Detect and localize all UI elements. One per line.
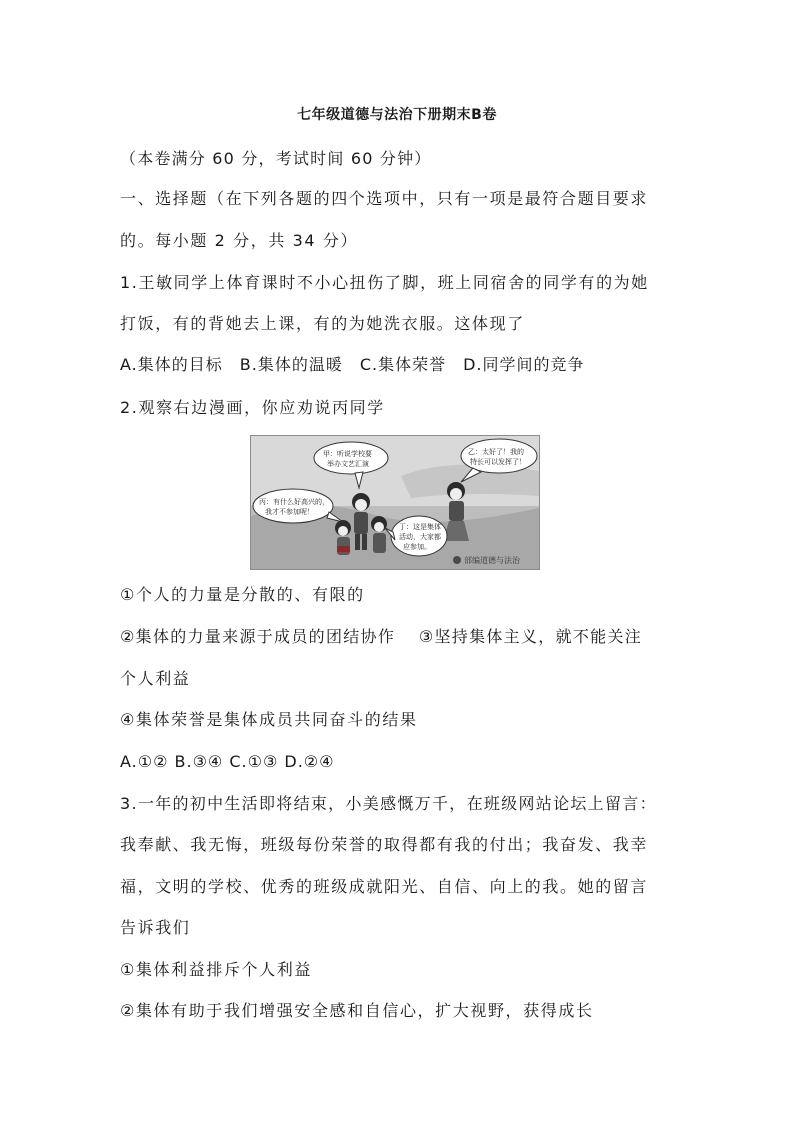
section-heading-line2: 的。每小题 2 分，共 34 分）	[120, 231, 359, 250]
q3-stem-line4: 告诉我们	[120, 918, 191, 937]
exam-intro: （本卷满分 60 分，考试时间 60 分钟）	[120, 149, 432, 168]
bubble-bing-line2: 我才不参加呢！	[265, 508, 314, 516]
watermark-text: 部编道德与法治	[464, 556, 520, 565]
bubble-ding-line3: 应参加。	[403, 543, 431, 551]
bubble-ding-line1: 丁：这是集体	[399, 523, 441, 531]
q3-stem-line2: 我奉献、我无悔，班级每份荣誉的取得都有我的付出；我奋发、我幸	[120, 835, 649, 854]
watermark	[453, 555, 521, 565]
bubble-yi-line2: 特长可以发挥了！	[470, 458, 526, 466]
q1-stem-line1: 1.王敏同学上体育课时不小心扭伤了脚，班上同宿舍的同学有的为她	[120, 273, 649, 292]
bubble-jia-line1: 甲：听说学校要	[323, 450, 372, 458]
page-title: 七年级道德与法治下册期末B卷	[297, 107, 497, 123]
q2-options: A.①② B.③④ C.①③ D.②④	[120, 752, 335, 771]
q2-item-3-continued: 个人利益	[120, 669, 191, 688]
q3-stem-line3: 福，文明的学校、优秀的班级成就阳光、自信、向上的我。她的留言	[120, 877, 649, 896]
q3-stem-line1: 3.一年的初中生活即将结束，小美感慨万千，在班级网站论坛上留言：	[120, 794, 657, 813]
q2-stem: 2.观察右边漫画，你应劝说丙同学	[120, 398, 385, 417]
q3-item-2: ②集体有助于我们增强安全感和自信心，扩大视野，获得成长	[120, 1001, 594, 1020]
q2-item-1: ①个人的力量是分散的、有限的	[120, 585, 365, 604]
comic-illustration	[250, 435, 540, 570]
q1-options: A.集体的目标 B.集体的温暖 C.集体荣誉 D.同学间的竞争	[120, 355, 585, 374]
bubble-yi-line1: 乙：太好了！我的	[468, 448, 524, 456]
section-heading-line1: 一、选择题（在下列各题的四个选项中，只有一项是最符合题目要求	[120, 189, 649, 208]
bubble-ding-line2: 活动，大家都	[399, 533, 441, 541]
q1-stem-line2: 打饭，有的背她去上课，有的为她洗衣服。这体现了	[120, 314, 525, 333]
q3-item-1: ①集体利益排斥个人利益	[120, 960, 312, 979]
q2-item-2-3: ②集体的力量来源于成员的团结协作 ③坚持集体主义，就不能关注	[120, 627, 643, 646]
q2-item-4: ④集体荣誉是集体成员共同奋斗的结果	[120, 710, 418, 729]
bubble-jia-line2: 举办文艺汇演	[327, 460, 369, 468]
bubble-bing-line1: 丙：有什么好高兴的，	[259, 498, 329, 506]
